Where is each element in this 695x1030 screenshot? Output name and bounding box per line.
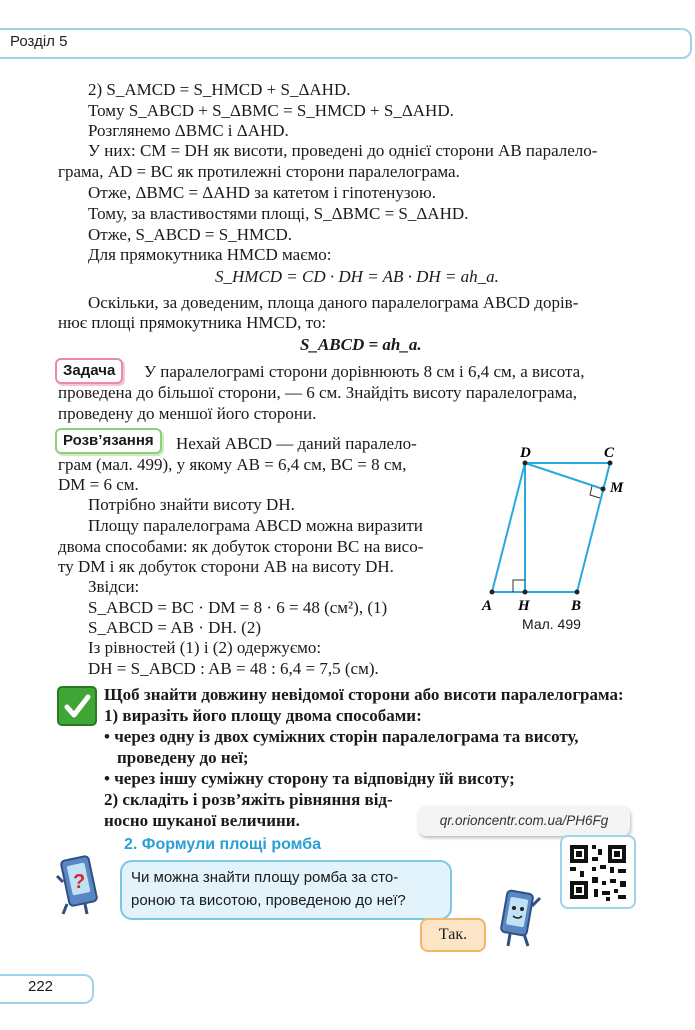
task-line-3: проведену до меншої його сторони. (58, 404, 317, 423)
task-line-1: У паралелограмі сторони дорівнюють 8 см і 6,4 см, а висота, (144, 362, 585, 381)
solution-line-5: Площу паралелограма ABCD можна виразити (88, 516, 423, 535)
solution-line-3: DM = 6 см. (58, 475, 139, 494)
solution-line-1: Нехай ABCD — даний паралело- (176, 434, 417, 453)
rule-bullet-2-text: через іншу суміжну сторону та відповідну їй висоту; (114, 769, 515, 788)
qr-code-icon (562, 837, 634, 907)
proof-line-5: грама, AD = BC як протилежні сторони паралелограма. (58, 162, 460, 181)
answer-bubble: Так. (420, 918, 486, 952)
proof-line-3: Розглянемо ΔBMC і ΔAHD. (88, 121, 289, 140)
solution-line-7: ту DM і як добуток сторони AB на висоту DH. (58, 557, 394, 576)
solution-line-2: грам (мал. 499), у якому AB = 6,4 см, BC = 8 см, (58, 455, 407, 474)
task-label: Задача (55, 358, 123, 384)
point-h: H (518, 598, 530, 614)
point-d: D (520, 445, 531, 461)
question-character-icon (55, 852, 107, 918)
proof-line-7: Тому, за властивостями площі, S_ΔBMC = S_ΔAHD. (88, 204, 469, 223)
solution-line-4: Потрібно знайти висоту DH. (88, 495, 295, 514)
solution-line-11: Із рівностей (1) і (2) одержуємо: (88, 638, 322, 657)
question-line-2: роною та висотою, проведеною до неї? (131, 892, 406, 909)
proof-line-2: Тому S_ABCD + S_ΔBMC = S_HMCD + S_ΔAHD. (88, 101, 454, 120)
formula-hmcd: S_HMCD = CD · DH = AB · DH = ah_a. (215, 267, 499, 286)
question-text (131, 866, 406, 912)
rule-bullet-1-cont: проведену до неї; (117, 748, 249, 767)
point-b: B (571, 598, 582, 614)
figure-caption: Мал. 499 (522, 616, 581, 632)
checkmark-icon (57, 686, 97, 726)
parallelogram-figure (470, 440, 650, 615)
solution-label: Розв’язання (55, 428, 162, 454)
solution-line-12: DH = S_ABCD : AB = 48 : 6,4 = 7,5 (см). (88, 659, 379, 678)
rule-bullet-1-text: через одну із двох суміжних сторін паралелограма та висоту, (114, 727, 579, 746)
proof-line-10: Оскільки, за доведеним, площа даного паралелограма ABCD дорів- (88, 293, 579, 312)
qr-link[interactable]: qr.orioncentr.com.ua/PH6Fg (418, 806, 630, 836)
proof-line-8: Отже, S_ABCD = S_HMCD. (88, 225, 292, 244)
height-dm (525, 463, 603, 489)
rule-line-1: Щоб знайти довжину невідомої сторони або висоти паралелограма: (104, 685, 624, 704)
proof-line-4: У них: CM = DH як висоти, проведені до однієї сторони AB паралело- (88, 141, 598, 160)
proof-line-1: 2) S_AMCD = S_HMCD + S_ΔAHD. (88, 80, 351, 99)
rule-line-3: 2) складіть і розв’яжіть рівняння від- (104, 790, 393, 809)
answer-character-icon (490, 886, 542, 952)
parallelogram-abcd (492, 463, 610, 592)
rule-line-4: носно шуканої величини. (104, 811, 300, 830)
proof-line-9: Для прямокутника HMCD маємо: (88, 245, 332, 264)
right-angle-h (513, 580, 525, 592)
question-line-1: Чи можна знайти площу ромба за сто- (131, 869, 399, 886)
solution-line-6: двома способами: як добуток сторони BC на висо- (58, 537, 424, 556)
rule-line-2: 1) виразіть його площу двома способами: (104, 706, 422, 725)
solution-line-9: S_ABCD = BC · DM = 8 · 6 = 48 (см²), (1) (88, 598, 388, 617)
point-a: A (482, 598, 493, 614)
section-header: Розділ 5 (10, 33, 68, 50)
solution-line-10: S_ABCD = AB · DH. (2) (88, 618, 261, 637)
proof-line-11: нює площі прямокутника HMCD, то: (58, 313, 327, 332)
header-bar (0, 28, 692, 59)
proof-line-6: Отже, ΔBMC = ΔAHD за катетом і гіпотенузою. (88, 183, 436, 202)
qr-code[interactable] (560, 835, 636, 909)
point-c: C (604, 445, 615, 461)
formula-area: S_ABCD = ah_a. (300, 335, 422, 354)
page-number: 222 (28, 978, 54, 995)
solution-line-8: Звідси: (88, 577, 140, 596)
task-line-2: проведена до більшої сторони, — 6 см. Знайдіть висоту паралелограма, (58, 383, 578, 402)
point-m: M (610, 480, 624, 496)
svg-text:?: ? (73, 871, 86, 893)
rule-bullet-2: • через іншу суміжну сторону та відповідну їй висоту; (104, 769, 515, 788)
rule-bullet-1: • через одну із двох суміжних сторін паралелограма та висоту, (104, 727, 579, 746)
section-title: 2. Формули площі ромба (124, 836, 322, 853)
